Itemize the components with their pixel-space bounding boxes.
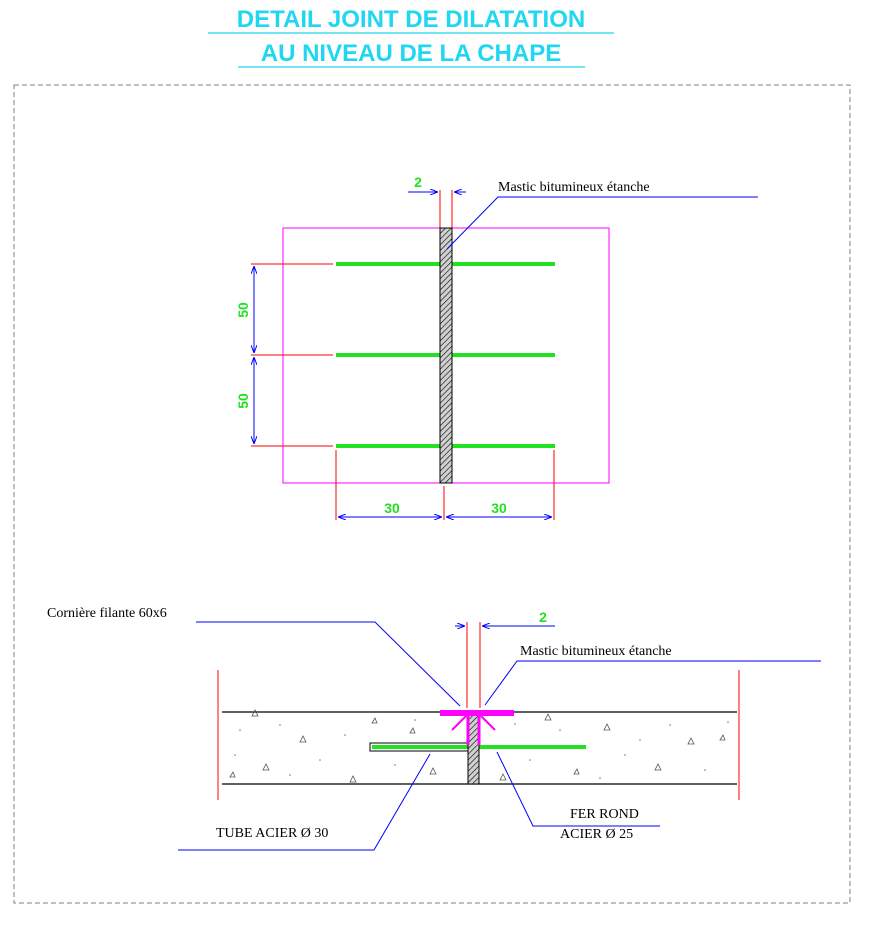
label-mastic-plan: Mastic bitumineux étanche <box>498 180 650 195</box>
plan-view <box>235 174 758 520</box>
dim-length-right: 30 <box>491 500 507 516</box>
drawing-title <box>208 6 614 67</box>
title-line-1: DETAIL JOINT DE DILATATION <box>236 6 586 33</box>
dim-spacing-upper: 50 <box>235 302 251 318</box>
plan-joint-filler <box>440 228 452 483</box>
section-joint-filler <box>468 712 479 784</box>
label-steel-tube: TUBE ACIER Ø 30 <box>216 826 329 841</box>
leader-mastic-plan <box>447 197 758 249</box>
dim-spacing-lower: 50 <box>235 393 251 409</box>
leader-corner-angle <box>196 622 460 706</box>
label-corner-angle: Cornière filante 60x6 <box>47 606 167 621</box>
dim-length-left: 30 <box>384 500 400 516</box>
dim-gap-plan: 2 <box>414 174 422 190</box>
label-round-bar-line1: FER ROND <box>570 807 639 822</box>
sheet-frame <box>14 85 850 903</box>
dim-gap-section: 2 <box>539 609 547 625</box>
section-view <box>47 606 821 850</box>
label-mastic-section: Mastic bitumineux étanche <box>520 644 672 659</box>
label-round-bar-line2: ACIER Ø 25 <box>560 827 634 842</box>
leader-mastic-section <box>485 661 821 705</box>
title-line-2: AU NIVEAU DE LA CHAPE <box>260 40 562 67</box>
